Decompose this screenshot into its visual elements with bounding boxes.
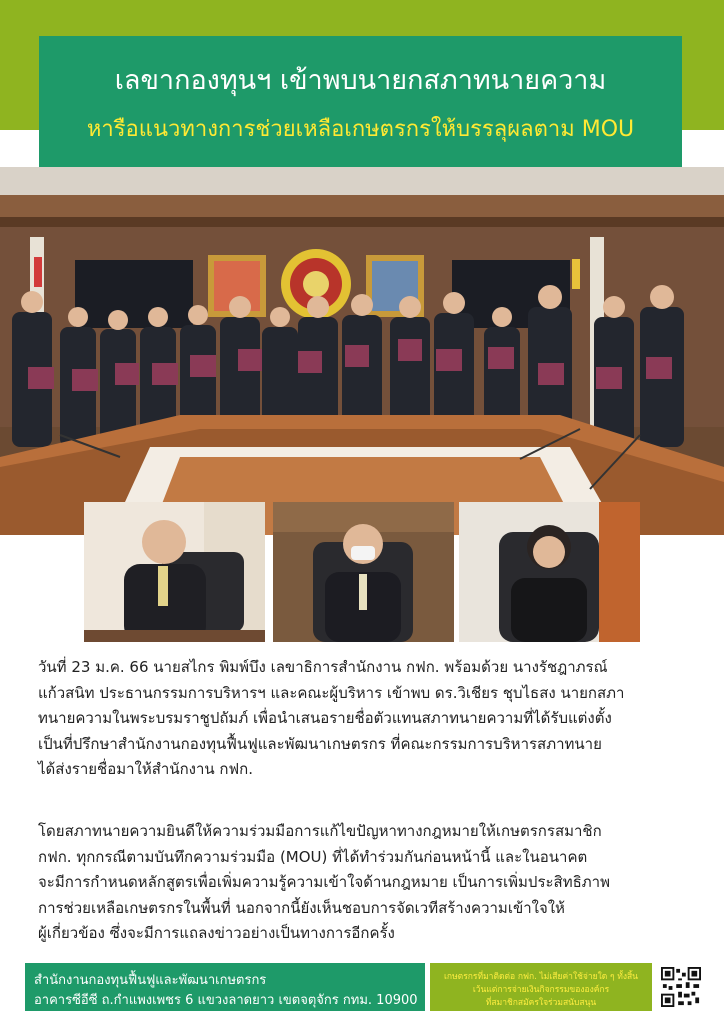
page-subtitle: หารือแนวทางการช่วยเหลือเกษตรกรให้บรรลุผลตาม MOU (86, 117, 635, 142)
paragraph-line: แก้วสนิท ประธานกรรมการบริหารฯ และคณะผู้บริหาร เข้าพบ ดร.วิเชียร ชุบไธสง นายกสภา (38, 683, 625, 702)
footer-address: อาคารซีอีซี ถ.กำแพงเพชร 6 แขวงลาดยาว เขตจตุจักร กทม. 10900 (34, 993, 418, 1008)
photo-thumbnail (273, 502, 454, 642)
article-paragraph-2 (38, 819, 698, 947)
paragraph-line: เป็นที่ปรึกษาสำนักงานกองทุนฟื้นฟูและพัฒนาเกษตรกร ที่คณะกรรมการบริหารสภาทนาย (38, 734, 602, 753)
paragraph-line: ผู้เกี่ยวข้อง ซึ่งจะมีการแถลงข่าวอย่างเป็นทางการอีกครั้ง (38, 924, 395, 942)
qr-code-icon[interactable] (661, 967, 701, 1007)
footer-notice-line: ที่สมาชิกสมัครใจร่วมสนับสนุน (485, 998, 597, 1008)
footer-notice-block (430, 963, 652, 1011)
footer-notice-line: เกษตรกรที่มาติดต่อ กฟก. ไม่เสียค่าใช้จ่ายใด ๆ ทั้งสิ้น (444, 972, 638, 982)
paragraph-line: ได้ส่งรายชื่อมาให้สำนักงาน กฟก. (38, 760, 253, 778)
photo-thumbnail (84, 502, 265, 642)
paragraph-line: ทนายความในพระบรมราชูปถัมภ์ เพื่อนำเสนอรายชื่อตัวแทนสภาทนายความที่ได้รับแต่งตั้ง (38, 709, 612, 727)
photo-thumbnail (459, 502, 640, 642)
header-banner (39, 36, 682, 167)
paragraph-line: โดยสภาทนายความยินดีให้ความร่วมมือการแก้ไขปัญหาทางกฎหมายให้เกษตรกรสมาชิก (38, 822, 602, 840)
paragraph-line: กฟก. ทุกกรณีตามบันทึกความร่วมมือ (MOU) ที่ได้ทำร่วมกันก่อนหน้านี้ และในอนาคต (38, 847, 588, 866)
paragraph-line: วันที่ 23 ม.ค. 66 นายสไกร พิมพ์บึง เลขาธิการสำนักงาน กฟก. พร้อมด้วย นางรัชฎาภรณ์ (38, 658, 608, 676)
footer-address-block (25, 963, 425, 1011)
footer-org-name: สำนักงานกองทุนฟื้นฟูและพัฒนาเกษตรกร (34, 973, 267, 988)
paragraph-line: จะมีการกำหนดหลักสูตรเพื่อเพิ่มความรู้ความเข้าใจด้านกฎหมาย เป็นการเพิ่มประสิทธิภาพ (38, 873, 610, 891)
page-title: เลขากองทุนฯ เข้าพบนายกสภาทนายความ (114, 65, 607, 96)
group-photo (0, 167, 724, 535)
paragraph-line: การช่วยเหลือเกษตรกรในพื้นที่ นอกจากนี้ยังเห็นชอบการจัดเวทีสร้างความเข้าใจให้ (38, 898, 565, 917)
footer-notice-line: เว้นแต่การจ่ายเงินกิจกรรมขององค์กร (472, 985, 610, 995)
article-paragraph-1 (38, 655, 698, 783)
